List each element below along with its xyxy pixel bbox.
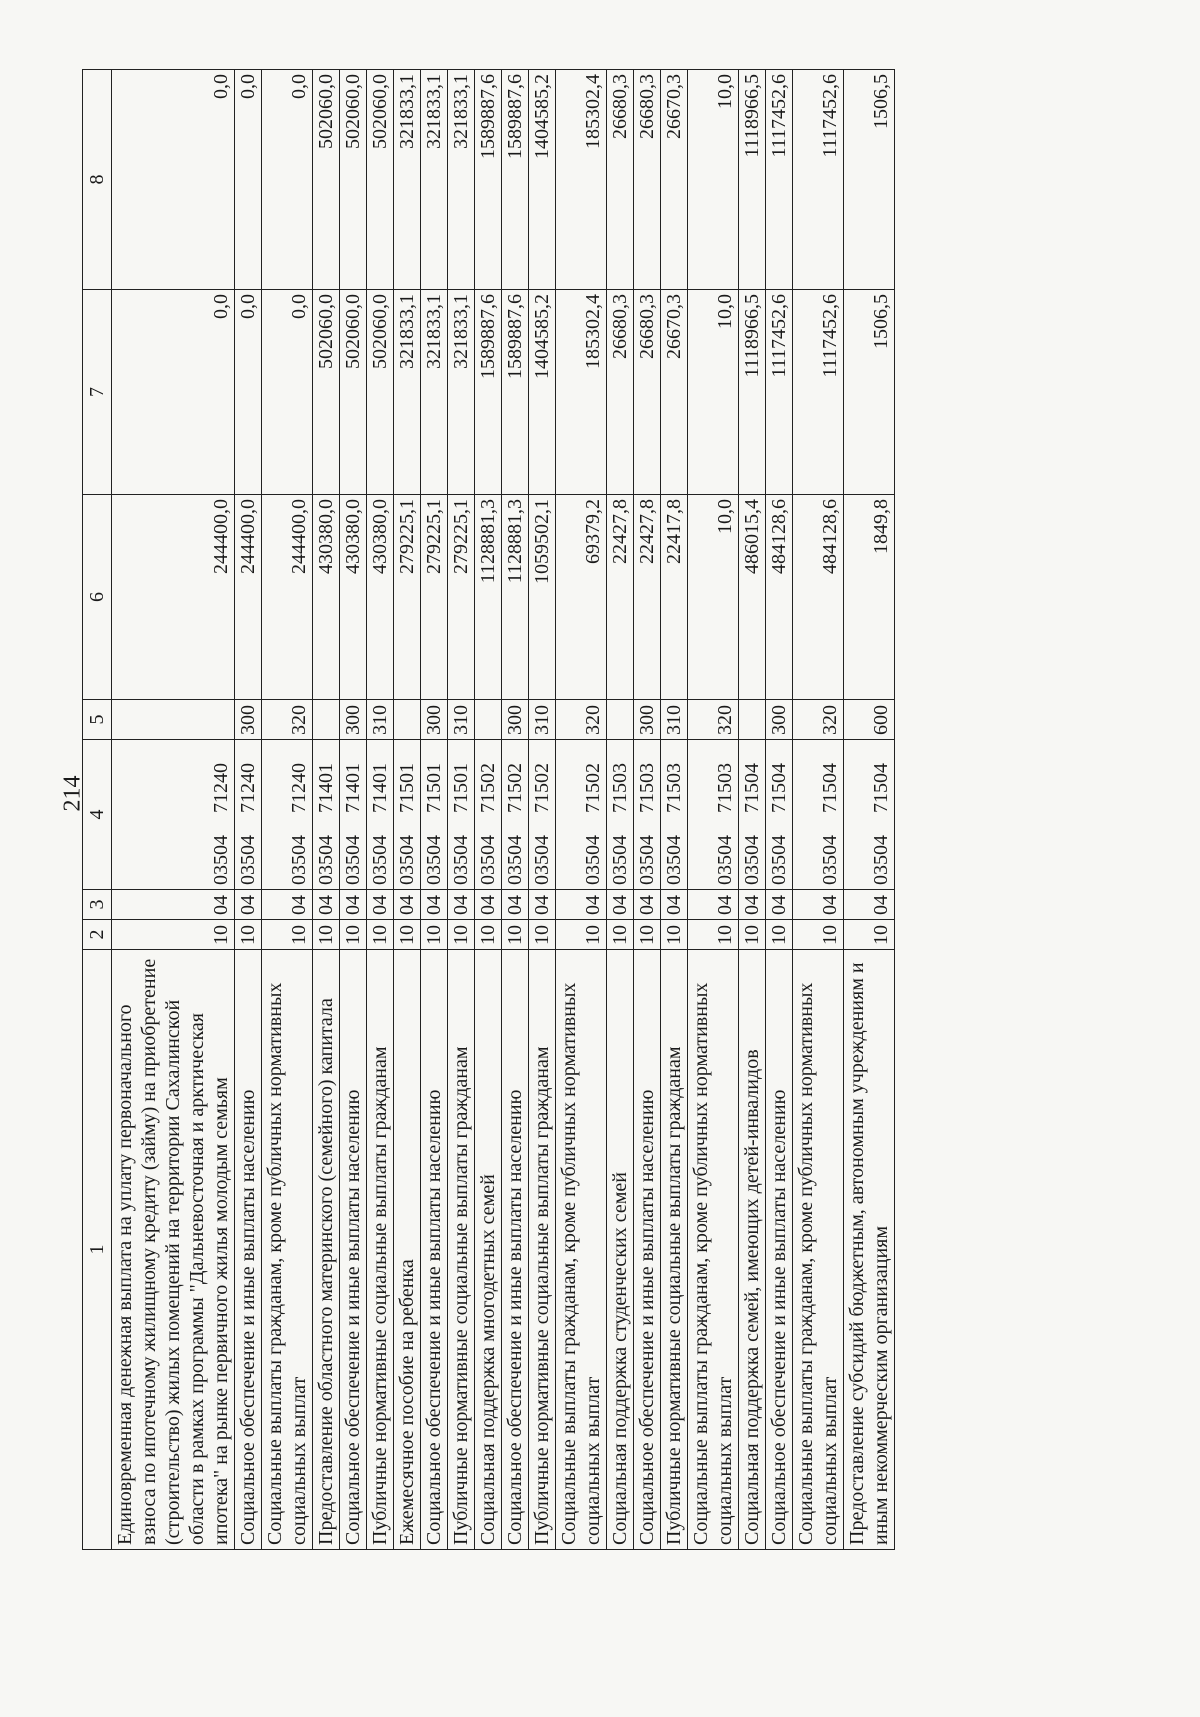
subsection-code-cell: 04 xyxy=(502,890,529,920)
amount-cell: 10,0 xyxy=(688,70,739,290)
row-name-cell: Социальное обеспечение и иные выплаты населению xyxy=(502,950,529,1550)
amount-cell: 26680,3 xyxy=(607,290,634,495)
subsection-code-cell: 04 xyxy=(844,890,895,920)
target-article-cell xyxy=(607,740,634,890)
row-name-cell: Ежемесячное пособие на ребенка xyxy=(394,950,421,1550)
row-name-cell: Единовременная денежная выплата на уплату первоначального взноса по ипотечному жилищному кредиту (займу) на приобретение (строительство) жилых помещений на территории Сахалинской области в рамках программы "Дальневосточная и арктическая ипотека" на рынке первичного жилья молодым семьям xyxy=(112,950,235,1550)
amount-cell: 1128881,3 xyxy=(502,495,529,700)
amount-cell: 1404585,2 xyxy=(529,70,556,290)
row-name-cell: Предоставление субсидий бюджетным, автономным учреждениям и иным некоммерческим организациям xyxy=(844,950,895,1550)
amount-cell: 1117452,6 xyxy=(793,70,844,290)
section-code-cell: 10 xyxy=(313,920,340,950)
section-code-cell: 10 xyxy=(235,920,262,950)
amount-cell: 1506,5 xyxy=(844,290,895,495)
section-code-cell: 10 xyxy=(475,920,502,950)
amount-cell: 26680,3 xyxy=(607,70,634,290)
amount-cell: 430380,0 xyxy=(367,495,394,700)
direction-code: 71501 xyxy=(450,763,472,813)
expense-type-cell: 310 xyxy=(367,700,394,740)
row-name-cell: Социальное обеспечение и иные выплаты населению xyxy=(340,950,367,1550)
expense-type-cell: 310 xyxy=(529,700,556,740)
amount-cell: 321833,1 xyxy=(394,290,421,495)
amount-cell: 1128881,3 xyxy=(475,495,502,700)
amount-cell: 26680,3 xyxy=(634,70,661,290)
expense-type-cell: 300 xyxy=(766,700,793,740)
amount-cell: 0,0 xyxy=(262,70,313,290)
amount-cell: 321833,1 xyxy=(394,70,421,290)
amount-cell: 279225,1 xyxy=(394,495,421,700)
expense-type-cell: 600 xyxy=(844,700,895,740)
target-article-cell xyxy=(766,740,793,890)
amount-cell: 502060,0 xyxy=(367,70,394,290)
section-code-cell: 10 xyxy=(448,920,475,950)
section-code-cell: 10 xyxy=(421,920,448,950)
budget-table xyxy=(82,69,895,1550)
subsection-code-cell: 04 xyxy=(235,890,262,920)
expense-type-cell: 310 xyxy=(661,700,688,740)
target-article-cell xyxy=(421,740,448,890)
target-article-cell xyxy=(112,740,235,890)
row-name-cell: Социальные выплаты гражданам, кроме публичных нормативных социальных выплат xyxy=(793,950,844,1550)
program-code: 03504 xyxy=(288,835,310,885)
amount-cell: 321833,1 xyxy=(448,70,475,290)
row-name-cell: Публичные нормативные социальные выплаты гражданам xyxy=(529,950,556,1550)
direction-code: 71240 xyxy=(237,763,259,813)
program-code: 03504 xyxy=(450,835,472,885)
program-code: 03504 xyxy=(768,835,790,885)
amount-cell: 1118966,5 xyxy=(739,70,766,290)
target-article-cell xyxy=(844,740,895,890)
program-code: 03504 xyxy=(342,835,364,885)
table-row xyxy=(766,70,793,1550)
section-code-cell: 10 xyxy=(340,920,367,950)
subsection-code-cell: 04 xyxy=(262,890,313,920)
column-header: 4 xyxy=(83,740,112,890)
amount-cell: 22417,8 xyxy=(661,495,688,700)
table-header-row xyxy=(83,70,112,1550)
subsection-code-cell: 04 xyxy=(475,890,502,920)
subsection-code-cell: 04 xyxy=(739,890,766,920)
target-article-cell xyxy=(634,740,661,890)
direction-code: 71504 xyxy=(741,763,763,813)
direction-code: 71503 xyxy=(714,763,736,813)
target-article-cell xyxy=(262,740,313,890)
direction-code: 71501 xyxy=(396,763,418,813)
subsection-code-cell: 04 xyxy=(634,890,661,920)
section-code-cell: 10 xyxy=(634,920,661,950)
amount-cell: 1404585,2 xyxy=(529,290,556,495)
table-row xyxy=(793,70,844,1550)
subsection-code-cell: 04 xyxy=(421,890,448,920)
target-article-cell xyxy=(313,740,340,890)
amount-cell: 1506,5 xyxy=(844,70,895,290)
row-name-cell: Публичные нормативные социальные выплаты гражданам xyxy=(448,950,475,1550)
amount-cell: 244400,0 xyxy=(235,495,262,700)
program-code: 03504 xyxy=(531,835,553,885)
row-name-cell: Социальное обеспечение и иные выплаты населению xyxy=(235,950,262,1550)
program-code: 03504 xyxy=(504,835,526,885)
subsection-code-cell: 04 xyxy=(367,890,394,920)
amount-cell: 502060,0 xyxy=(367,290,394,495)
direction-code: 71503 xyxy=(663,763,685,813)
program-code: 03504 xyxy=(369,835,391,885)
section-code-cell: 10 xyxy=(529,920,556,950)
column-header: 5 xyxy=(83,700,112,740)
table-row xyxy=(394,70,421,1550)
expense-type-cell: 300 xyxy=(235,700,262,740)
expense-type-cell: 320 xyxy=(793,700,844,740)
section-code-cell: 10 xyxy=(844,920,895,950)
expense-type-cell xyxy=(607,700,634,740)
direction-code: 71240 xyxy=(210,763,232,813)
program-code: 03504 xyxy=(237,835,259,885)
subsection-code-cell: 04 xyxy=(556,890,607,920)
row-name-cell: Социальное обеспечение и иные выплаты населению xyxy=(634,950,661,1550)
table-row xyxy=(634,70,661,1550)
expense-type-cell: 300 xyxy=(340,700,367,740)
section-code-cell: 10 xyxy=(502,920,529,950)
row-name-cell: Социальное обеспечение и иные выплаты населению xyxy=(766,950,793,1550)
expense-type-cell: 300 xyxy=(421,700,448,740)
subsection-code-cell: 04 xyxy=(112,890,235,920)
row-name-cell: Социальная поддержка семей, имеющих детей-инвалидов xyxy=(739,950,766,1550)
amount-cell: 502060,0 xyxy=(340,290,367,495)
expense-type-cell: 320 xyxy=(688,700,739,740)
section-code-cell: 10 xyxy=(367,920,394,950)
amount-cell: 430380,0 xyxy=(340,495,367,700)
amount-cell: 0,0 xyxy=(112,70,235,290)
table-row xyxy=(235,70,262,1550)
expense-type-cell: 310 xyxy=(448,700,475,740)
program-code: 03504 xyxy=(714,835,736,885)
target-article-cell xyxy=(340,740,367,890)
direction-code: 71240 xyxy=(288,763,310,813)
amount-cell: 185302,4 xyxy=(556,290,607,495)
section-code-cell: 10 xyxy=(262,920,313,950)
amount-cell: 26670,3 xyxy=(661,290,688,495)
program-code: 03504 xyxy=(315,835,337,885)
subsection-code-cell: 04 xyxy=(766,890,793,920)
program-code: 03504 xyxy=(819,835,841,885)
direction-code: 71401 xyxy=(315,763,337,813)
program-code: 03504 xyxy=(663,835,685,885)
table-row xyxy=(313,70,340,1550)
section-code-cell: 10 xyxy=(556,920,607,950)
column-header: 1 xyxy=(83,950,112,1550)
program-code: 03504 xyxy=(582,835,604,885)
direction-code: 71502 xyxy=(477,763,499,813)
target-article-cell xyxy=(739,740,766,890)
target-article-cell xyxy=(688,740,739,890)
section-code-cell: 10 xyxy=(793,920,844,950)
table-row xyxy=(367,70,394,1550)
subsection-code-cell: 04 xyxy=(394,890,421,920)
amount-cell: 502060,0 xyxy=(313,70,340,290)
column-header: 6 xyxy=(83,495,112,700)
expense-type-cell xyxy=(739,700,766,740)
amount-cell: 22427,8 xyxy=(607,495,634,700)
table-body xyxy=(112,70,895,1550)
amount-cell: 1589887,6 xyxy=(502,70,529,290)
section-code-cell: 10 xyxy=(766,920,793,950)
amount-cell: 26680,3 xyxy=(634,290,661,495)
amount-cell: 502060,0 xyxy=(313,290,340,495)
section-code-cell: 10 xyxy=(112,920,235,950)
table-row xyxy=(475,70,502,1550)
direction-code: 71501 xyxy=(423,763,445,813)
direction-code: 71503 xyxy=(636,763,658,813)
table-row xyxy=(739,70,766,1550)
subsection-code-cell: 04 xyxy=(313,890,340,920)
amount-cell: 1849,8 xyxy=(844,495,895,700)
target-article-cell xyxy=(448,740,475,890)
section-code-cell: 10 xyxy=(661,920,688,950)
subsection-code-cell: 04 xyxy=(688,890,739,920)
amount-cell: 0,0 xyxy=(262,290,313,495)
section-code-cell: 10 xyxy=(394,920,421,950)
expense-type-cell: 320 xyxy=(556,700,607,740)
direction-code: 71502 xyxy=(582,763,604,813)
amount-cell: 430380,0 xyxy=(313,495,340,700)
program-code: 03504 xyxy=(210,835,232,885)
direction-code: 71504 xyxy=(768,763,790,813)
amount-cell: 502060,0 xyxy=(340,70,367,290)
amount-cell: 1589887,6 xyxy=(502,290,529,495)
program-code: 03504 xyxy=(636,835,658,885)
amount-cell: 279225,1 xyxy=(448,495,475,700)
amount-cell: 484128,6 xyxy=(793,495,844,700)
subsection-code-cell: 04 xyxy=(448,890,475,920)
table-row xyxy=(688,70,739,1550)
target-article-cell xyxy=(367,740,394,890)
column-header: 7 xyxy=(83,290,112,495)
subsection-code-cell: 04 xyxy=(607,890,634,920)
table-row xyxy=(556,70,607,1550)
direction-code: 71401 xyxy=(369,763,391,813)
amount-cell: 321833,1 xyxy=(421,290,448,495)
expense-type-cell xyxy=(112,700,235,740)
amount-cell: 279225,1 xyxy=(421,495,448,700)
direction-code: 71502 xyxy=(531,763,553,813)
table-row xyxy=(421,70,448,1550)
amount-cell: 244400,0 xyxy=(112,495,235,700)
amount-cell: 1117452,6 xyxy=(766,70,793,290)
section-code-cell: 10 xyxy=(688,920,739,950)
subsection-code-cell: 04 xyxy=(340,890,367,920)
table-row xyxy=(262,70,313,1550)
amount-cell: 1117452,6 xyxy=(793,290,844,495)
amount-cell: 1059502,1 xyxy=(529,495,556,700)
expense-type-cell: 300 xyxy=(634,700,661,740)
program-code: 03504 xyxy=(870,835,892,885)
amount-cell: 1589887,6 xyxy=(475,70,502,290)
direction-code: 71503 xyxy=(609,763,631,813)
row-name-cell: Социальные выплаты гражданам, кроме публичных нормативных социальных выплат xyxy=(688,950,739,1550)
amount-cell: 10,0 xyxy=(688,290,739,495)
expense-type-cell xyxy=(394,700,421,740)
expense-type-cell xyxy=(313,700,340,740)
table-row xyxy=(607,70,634,1550)
amount-cell: 0,0 xyxy=(235,70,262,290)
section-code-cell: 10 xyxy=(607,920,634,950)
subsection-code-cell: 04 xyxy=(793,890,844,920)
row-name-cell: Социальное обеспечение и иные выплаты населению xyxy=(421,950,448,1550)
target-article-cell xyxy=(235,740,262,890)
row-name-cell: Социальная поддержка студенческих семей xyxy=(607,950,634,1550)
row-name-cell: Публичные нормативные социальные выплаты гражданам xyxy=(367,950,394,1550)
column-header: 2 xyxy=(83,920,112,950)
amount-cell: 484128,6 xyxy=(766,495,793,700)
table-row xyxy=(340,70,367,1550)
table-row xyxy=(844,70,895,1550)
section-code-cell: 10 xyxy=(739,920,766,950)
target-article-cell xyxy=(556,740,607,890)
amount-cell: 0,0 xyxy=(112,290,235,495)
subsection-code-cell: 04 xyxy=(661,890,688,920)
table-row xyxy=(529,70,556,1550)
program-code: 03504 xyxy=(609,835,631,885)
rotated-page-content xyxy=(82,70,1082,1550)
program-code: 03504 xyxy=(396,835,418,885)
program-code: 03504 xyxy=(477,835,499,885)
program-code: 03504 xyxy=(423,835,445,885)
row-name-cell: Публичные нормативные социальные выплаты гражданам xyxy=(661,950,688,1550)
amount-cell: 244400,0 xyxy=(262,495,313,700)
column-header: 8 xyxy=(83,70,112,290)
table-row xyxy=(448,70,475,1550)
amount-cell: 321833,1 xyxy=(448,290,475,495)
table-row xyxy=(661,70,688,1550)
row-name-cell: Предоставление областного материнского (семейного) капитала xyxy=(313,950,340,1550)
target-article-cell xyxy=(529,740,556,890)
expense-type-cell xyxy=(475,700,502,740)
column-header: 3 xyxy=(83,890,112,920)
amount-cell: 321833,1 xyxy=(421,70,448,290)
row-name-cell: Социальная поддержка многодетных семей xyxy=(475,950,502,1550)
amount-cell: 1118966,5 xyxy=(739,290,766,495)
amount-cell: 486015,4 xyxy=(739,495,766,700)
expense-type-cell: 300 xyxy=(502,700,529,740)
amount-cell: 0,0 xyxy=(235,290,262,495)
program-code: 03504 xyxy=(741,835,763,885)
amount-cell: 69379,2 xyxy=(556,495,607,700)
target-article-cell xyxy=(394,740,421,890)
target-article-cell xyxy=(793,740,844,890)
subsection-code-cell: 04 xyxy=(529,890,556,920)
target-article-cell xyxy=(661,740,688,890)
expense-type-cell: 320 xyxy=(262,700,313,740)
table-row xyxy=(502,70,529,1550)
amount-cell: 185302,4 xyxy=(556,70,607,290)
target-article-cell xyxy=(502,740,529,890)
direction-code: 71504 xyxy=(819,763,841,813)
page-number: 214 xyxy=(59,775,86,812)
table-row xyxy=(112,70,235,1550)
direction-code: 71401 xyxy=(342,763,364,813)
row-name-cell: Социальные выплаты гражданам, кроме публичных нормативных социальных выплат xyxy=(556,950,607,1550)
target-article-cell xyxy=(475,740,502,890)
amount-cell: 1589887,6 xyxy=(475,290,502,495)
amount-cell: 10,0 xyxy=(688,495,739,700)
direction-code: 71502 xyxy=(504,763,526,813)
direction-code: 71504 xyxy=(870,763,892,813)
amount-cell: 26670,3 xyxy=(661,70,688,290)
amount-cell: 1117452,6 xyxy=(766,290,793,495)
amount-cell: 22427,8 xyxy=(634,495,661,700)
row-name-cell: Социальные выплаты гражданам, кроме публичных нормативных социальных выплат xyxy=(262,950,313,1550)
